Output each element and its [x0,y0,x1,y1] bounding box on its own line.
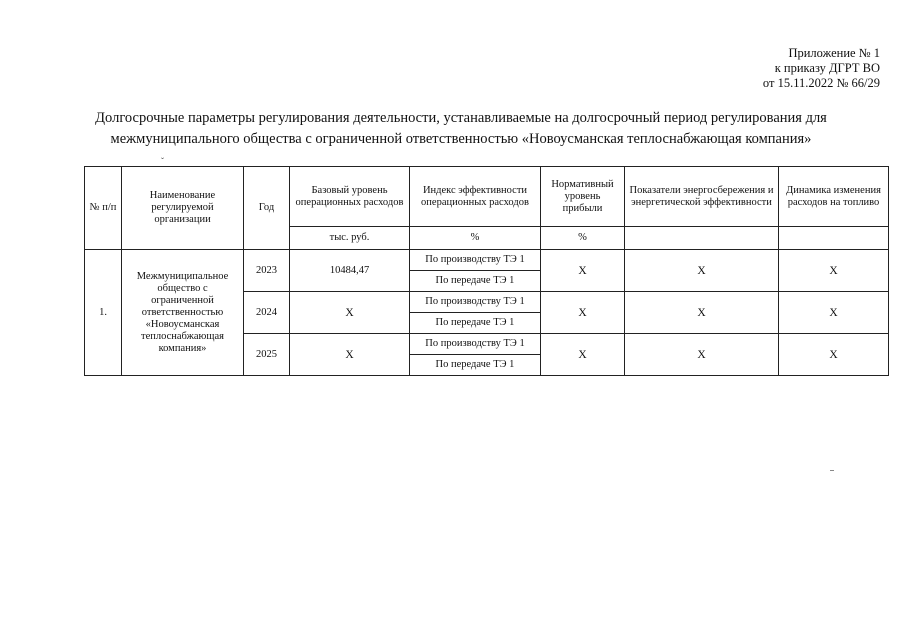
appendix-line-2: к приказу ДГРТ ВО [774,61,880,75]
header-row [85,167,889,227]
year-cell: 2024 [244,292,290,334]
index-trans-cell: По передаче ТЭ 1 [410,271,541,292]
header-fuel: Динамика изменения расходов на топливо [779,167,889,227]
profit-cell: Х [541,292,625,334]
header-org: Наименование регулируемой организации [122,167,244,250]
scan-mark [830,470,834,471]
parameters-table [84,166,889,376]
appendix-line-3: от 15.11.2022 № 66/29 [762,76,880,90]
unit-index: % [410,227,541,250]
unit-fuel [779,227,889,250]
table-row [85,250,889,271]
row-org: Межмуниципальное общество с ограниченной ответственностью «Новоусманская теплоснабжающая компания» [122,250,244,376]
year-cell: 2025 [244,334,290,376]
scan-artifact: ˇ [161,156,164,166]
base-cell: 10484,47 [290,250,410,292]
index-trans-cell: По передаче ТЭ 1 [410,313,541,334]
profit-cell: Х [541,334,625,376]
year-cell: 2023 [244,250,290,292]
fuel-cell: Х [779,334,889,376]
header-num: № п/п [85,167,122,250]
header-year: Год [244,167,290,250]
header-energy: Показатели энергосбережения и энергетической эффективности [625,167,779,227]
base-cell: Х [290,334,410,376]
energy-cell: Х [625,292,779,334]
base-cell: Х [290,292,410,334]
appendix-line-1: Приложение № 1 [788,46,880,60]
title-line-1: Долгосрочные параметры регулирования деятельности, устанавливаемые на долгосрочный период регулирования для [95,110,827,126]
row-num: 1. [85,250,122,376]
unit-base: тыс. руб. [290,227,410,250]
index-prod-cell: По производству ТЭ 1 [410,292,541,313]
profit-cell: Х [541,250,625,292]
index-prod-cell: По производству ТЭ 1 [410,334,541,355]
header-base: Базовый уровень операционных расходов [290,167,410,227]
header-profit: Нормативный уровень прибыли [541,167,625,227]
header-index: Индекс эффективности операционных расходов [410,167,541,227]
unit-profit: % [541,227,625,250]
document-title [40,108,882,150]
appendix-block [763,46,880,91]
index-prod-cell: По производству ТЭ 1 [410,250,541,271]
title-line-2: межмуниципального общества с ограниченной ответственностью «Новоусманская теплоснабжающая компания» [110,131,812,147]
fuel-cell: Х [779,292,889,334]
index-trans-cell: По передаче ТЭ 1 [410,355,541,376]
unit-energy [625,227,779,250]
energy-cell: Х [625,334,779,376]
energy-cell: Х [625,250,779,292]
fuel-cell: Х [779,250,889,292]
